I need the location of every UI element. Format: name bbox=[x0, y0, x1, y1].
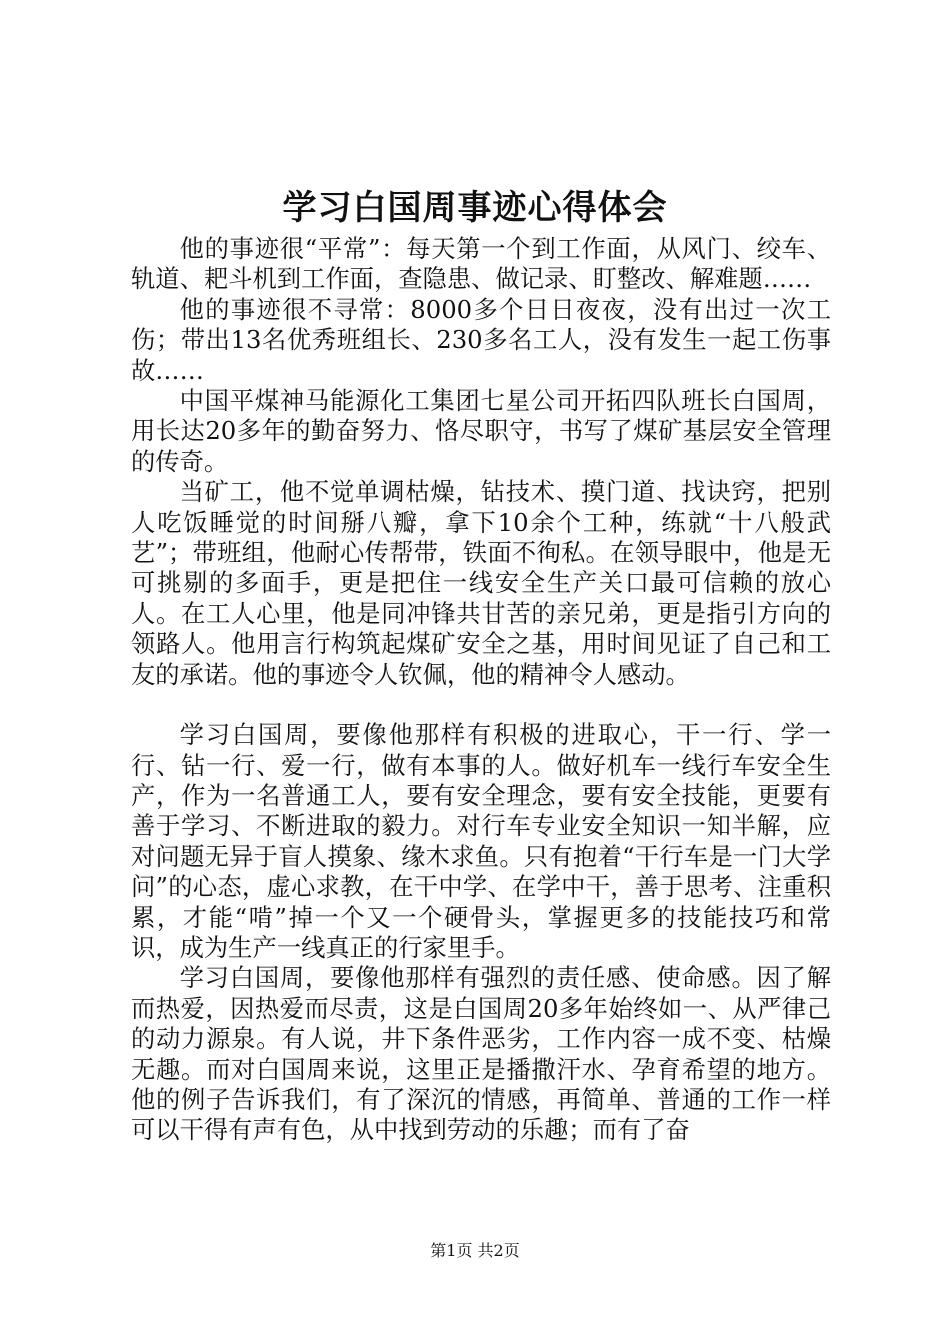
paragraph: 当矿工，他不觉单调枯燥，钻技术、摸门道、找诀窍，把别人吃饭睡觉的时间掰八瓣，拿下10余个工种，练就“十八般武艺”；带班组，他耐心传帮带，铁面不徇私。在领导眼中，他是无可挑剔的多面手，更是把住一线安全生产关口最可信赖的放心人。在工人心里，他是同冲锋共甘苦的亲兄弟，更是指引方向的领路人。他用言行构筑起煤矿安全之基，用时间见证了自己和工友的承诺。他的事迹令人钦佩，他的精神令人感动。 bbox=[131, 477, 831, 689]
paragraph: 他的事迹很不寻常：8000多个日日夜夜，没有出过一次工伤；带出13名优秀班组长、230多名工人，没有发生一起工伤事故…… bbox=[131, 294, 831, 385]
document-body bbox=[131, 234, 831, 1146]
paragraph: 中国平煤神马能源化工集团七星公司开拓四队班长白国周，用长达20多年的勤奋努力、恪尽职守，书写了煤矿基层安全管理的传奇。 bbox=[131, 386, 831, 476]
paragraph: 他的事迹很“平常”：每天第一个到工作面，从风门、绞车、轨道、耙斗机到工作面，查隐患、做记录、盯整改、解难题…… bbox=[131, 234, 831, 294]
paragraph: 学习白国周，要像他那样有强烈的责任感、使命感。因了解而热爱，因热爱而尽责，这是白国周20多年始终如一、从严律己的动力源泉。有人说，井下条件恶劣，工作内容一成不变、枯燥无趣。而对白国周来说，这里正是播撒汗水、孕育希望的地方。他的例子告诉我们，有了深沉的情感，再简单、普通的工作一样可以干得有声有色，从中找到劳动的乐趣；而有了奋 bbox=[131, 963, 831, 1145]
page-indicator: 第1页 共2页 bbox=[430, 1241, 520, 1260]
page-footer bbox=[0, 1239, 950, 1263]
document-title: 学习白国周事迹心得体会 bbox=[282, 188, 668, 228]
paragraph: 学习白国周，要像他那样有积极的进取心，干一行、学一行、钻一行、爱一行，做有本事的人。做好机车一线行车安全生产，作为一名普通工人，要有安全理念，要有安全技能，更要有善于学习、不断进取的毅力。对行车专业安全知识一知半解，应对问题无异于盲人摸象、缘木求鱼。只有抱着“干行车是一门大学问”的心态，虚心求教，在干中学、在学中干，善于思考、注重积累，才能“啃”掉一个又一个硬骨头，掌握更多的技能技巧和常识，成为生产一线真正的行家里手。 bbox=[131, 720, 831, 962]
